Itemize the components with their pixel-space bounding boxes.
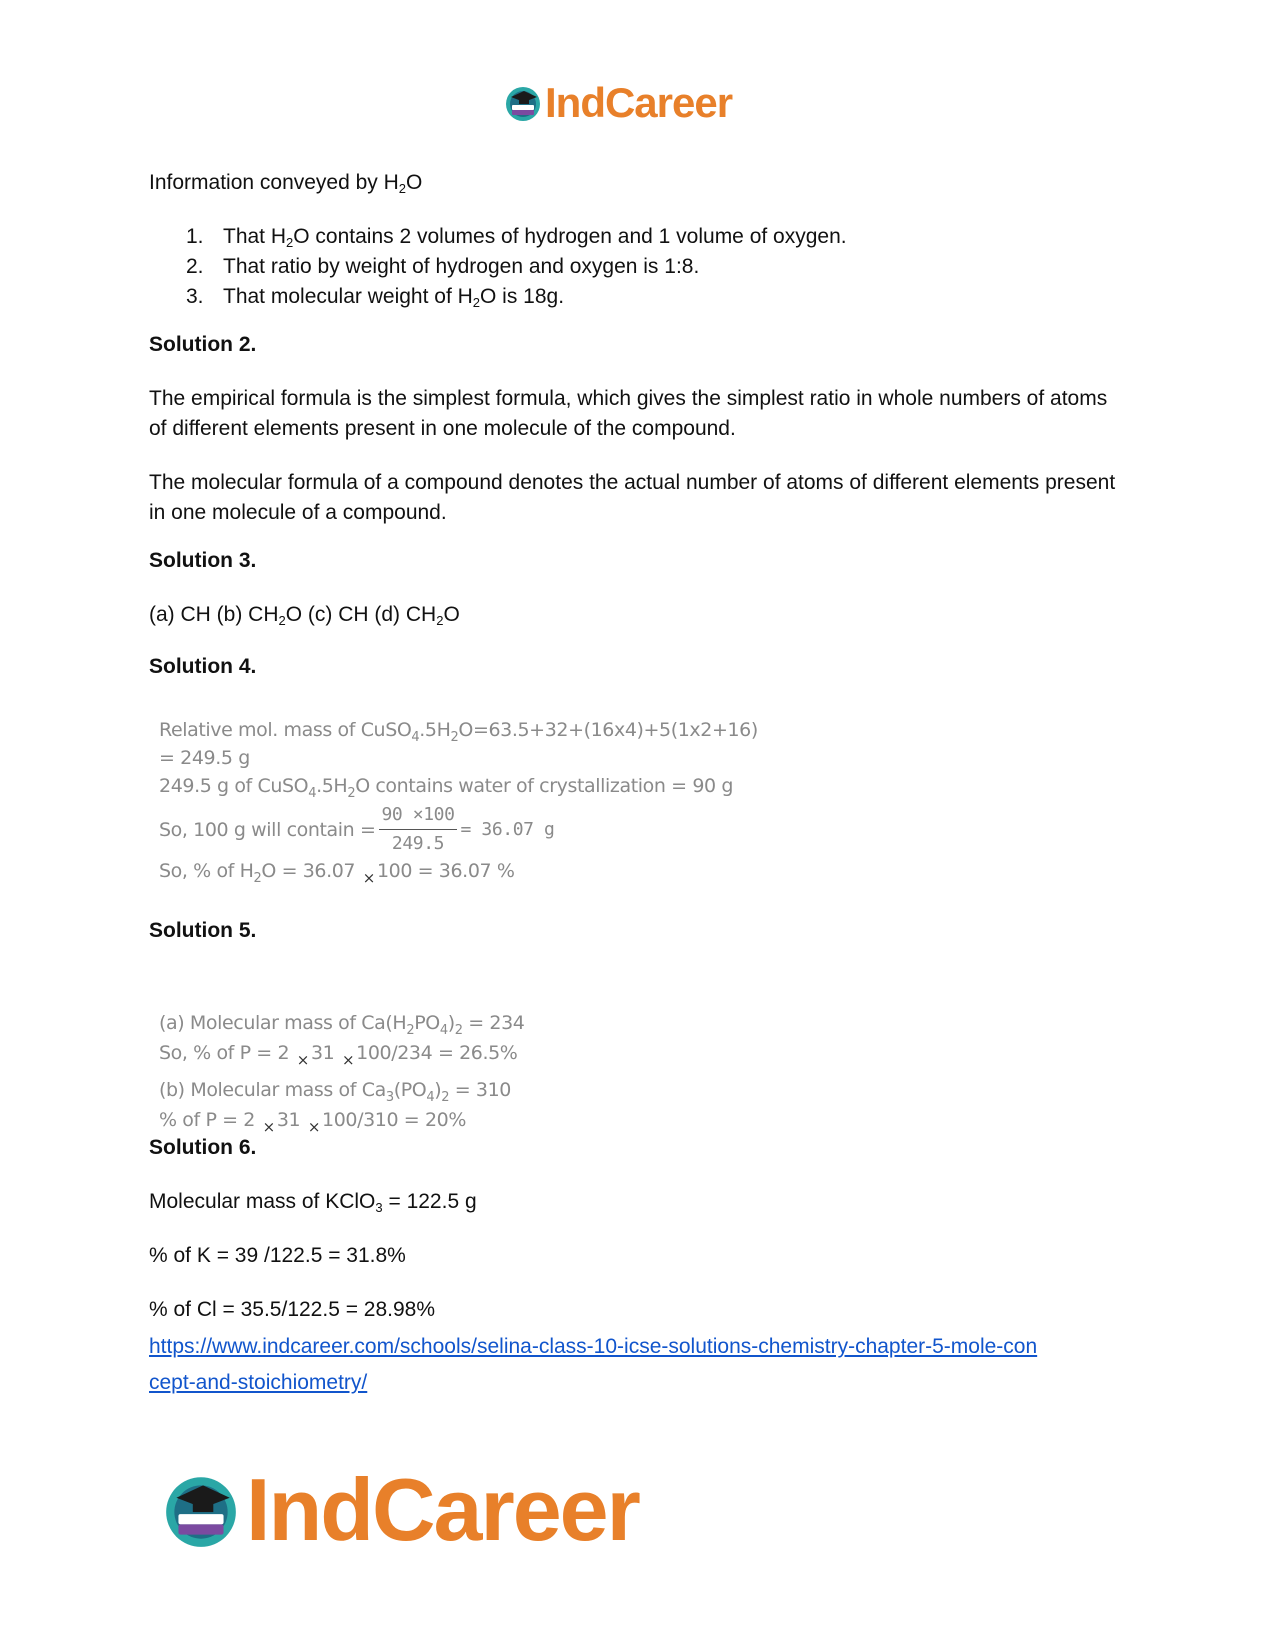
graduation-books-icon (503, 83, 543, 123)
solution-heading: Solution 5. (149, 919, 257, 942)
fraction: $\frac{90 \times 100}{249.5}$ (381, 804, 455, 854)
answer-line: (a) CH (b) $CH_2O$ (c) CH (d) $CH_2O$ (149, 603, 460, 628)
solution-5-heading-block (149, 916, 1129, 946)
calc-line: So, 100 g will contain = $\frac{90 \times 100}{249.5}$ = 36.07 g (159, 804, 555, 854)
solution-5-calculation (159, 1008, 524, 1142)
calc-line: % of K = 39 /122.5 = 31.8% (149, 1244, 406, 1267)
solution-heading: Solution 4. (149, 655, 257, 678)
logo-text: IndCareer (545, 79, 733, 126)
logo-text: IndCareer (246, 1460, 639, 1559)
calc-line: 249.5 g of $CuSO_4.5H_2O$ contains water of crystallization = 90 g (159, 775, 733, 801)
calc-line: So, % of P = 2 $_\times$ 31 $_\times$ 100/234 = 26.5% (159, 1042, 518, 1069)
source-link-block (149, 1329, 1129, 1401)
paragraph: The molecular formula of a compound denotes the actual number of atoms of different elements present in one molecule of a compound. (149, 471, 1116, 524)
solution-4-calculation (159, 716, 758, 892)
calc-line: (b) Molecular mass of $Ca_3(PO_4)_2 = 310$ (159, 1079, 511, 1105)
solution-heading: Solution 6. (149, 1136, 257, 1159)
paragraph: The empirical formula is the simplest formula, which gives the simplest ratio in whole numbers of atoms of different elements present in one molecule of the compound. (149, 387, 1108, 440)
calc-line: Relative mol. mass of $CuSO_4.5H_2O=63.5+32+(16x4)+5(1x2+16)$ (159, 719, 758, 745)
calc-line: (a) Molecular mass of $Ca(H_2PO_4)_2 = 234$ (159, 1012, 525, 1038)
intro-list (149, 222, 1129, 312)
calc-line: % of Cl = 35.5/122.5 = 28.98% (149, 1298, 436, 1321)
solution-heading: Solution 3. (149, 549, 257, 572)
solution-3 (149, 546, 1129, 630)
header-logo (503, 80, 732, 126)
list-item: 3. That molecular weight of $H_2O$ is 18g. (186, 285, 565, 310)
solution-2 (149, 330, 1129, 528)
list-item: 2. That ratio by weight of hydrogen and oxygen is 1:8. (186, 255, 700, 278)
graduation-books-icon (160, 1469, 242, 1551)
source-link[interactable]: https://www.indcareer.com/schools/selina-class-10-icse-solutions-chemistry-chapter-5-mole-con cept-and-stoichiometry/ (149, 1335, 1038, 1394)
solution-4-heading-block (149, 652, 1129, 682)
calc-line: % of P = 2 $_\times$ 31 $_\times$ 100/310 = 20% (159, 1109, 466, 1136)
footer-logo (160, 1460, 639, 1559)
calc-line: Molecular mass of KClO$_3$ = 122.5 g (149, 1190, 477, 1215)
intro-section (149, 168, 1129, 312)
solution-6 (149, 1133, 1129, 1401)
solution-heading: Solution 2. (149, 333, 257, 356)
calc-line: So, % of $H_2O = 36.07$ $_\times$ 100 = 36.07 % (159, 860, 515, 887)
list-item: 1. That $H_2O$ contains 2 volumes of hydrogen and 1 volume of oxygen. (186, 225, 847, 250)
calc-line: = 249.5 g (159, 747, 250, 769)
intro-line: Information conveyed by $H_2O$ (149, 171, 423, 196)
